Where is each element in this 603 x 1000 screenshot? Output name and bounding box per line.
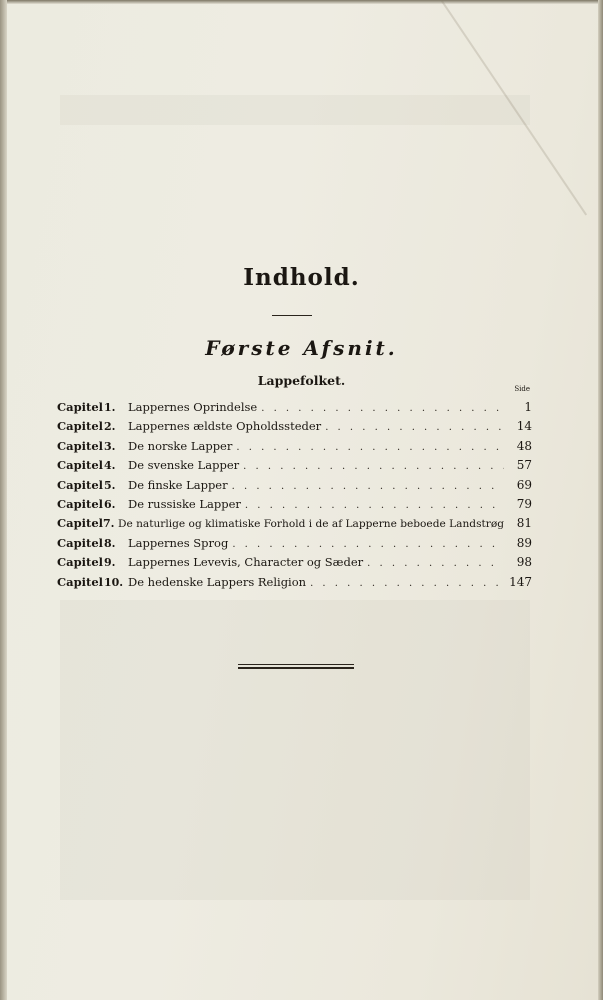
dot-leader (232, 481, 504, 492)
title-rule (272, 315, 312, 316)
chapter-label: Capitel (57, 438, 104, 453)
chapter-label: Capitel (57, 496, 104, 511)
chapter-title: De hedenske Lappers Religion (128, 574, 307, 589)
page-number: 98 (516, 555, 532, 570)
page-number: 79 (516, 496, 532, 511)
page-number: 147 (509, 574, 532, 589)
chapter-label: Capitel (57, 535, 104, 550)
chapter-title: Lappernes Sprog (128, 535, 229, 550)
chapter-title: Lappernes Levevis, Character og Sæder (128, 555, 364, 570)
dot-leader (243, 461, 504, 472)
chapter-title: De finske Lapper (128, 477, 228, 492)
toc-entry (57, 400, 532, 419)
chapter-label: Capitel (57, 477, 104, 492)
page-number: 14 (516, 419, 532, 434)
toc-entry (57, 516, 532, 535)
page-top-edge (0, 0, 603, 4)
chapter-number: 10. (104, 575, 124, 589)
chapter-number: 9. (104, 556, 116, 570)
contents-title: Indhold. (243, 264, 360, 291)
page-left-edge (0, 0, 7, 1000)
chapter-number: 6. (104, 497, 116, 511)
section-heading: Første Afsnit. (205, 336, 398, 360)
chapter-label: Capitel (57, 400, 104, 414)
toc-entry (57, 536, 532, 555)
toc-entry (57, 419, 532, 438)
subsection-heading: Lappefolket. (257, 373, 346, 388)
show-through-text (60, 600, 530, 900)
page-column-label: Side (514, 385, 530, 393)
chapter-title: De norske Lapper (128, 438, 233, 453)
page-number: 1 (524, 400, 532, 414)
chapter-number: 4. (104, 459, 116, 473)
dot-leader (367, 558, 504, 569)
chapter-title: De naturlige og klimatiske Forhold i de af Lapperne beboede Landstrøg (117, 518, 504, 531)
toc-entry (57, 478, 532, 497)
chapter-number: 1. (104, 401, 116, 414)
chapter-label: Capitel (57, 555, 104, 570)
dot-leader (236, 442, 504, 453)
end-rule (238, 667, 354, 669)
page-number: 81 (516, 516, 532, 531)
chapter-number: 5. (104, 478, 116, 492)
chapter-label: Capitel (57, 419, 104, 434)
chapter-number: 8. (104, 536, 116, 550)
dot-leader (261, 403, 504, 414)
chapter-label: Capitel (57, 516, 104, 531)
toc-entry (57, 575, 532, 594)
toc-entry (57, 555, 532, 574)
chapter-title: De svenske Lapper (128, 458, 240, 473)
toc-entry (57, 497, 532, 516)
toc-entry (57, 458, 532, 477)
page-number: 69 (516, 477, 532, 492)
chapter-title: Lappernes Oprindelse (128, 400, 258, 414)
chapter-title: De russiske Lapper (128, 496, 241, 511)
table-of-contents (57, 400, 532, 594)
chapter-number: 7. (103, 517, 115, 531)
chapter-number: 2. (104, 420, 116, 434)
page-right-edge (598, 0, 603, 1000)
chapter-title: Lappernes ældste Opholdssteder (128, 419, 322, 434)
end-rule (238, 664, 354, 665)
chapter-number: 3. (104, 439, 116, 453)
chapter-label: Capitel (57, 458, 104, 473)
show-through-text (60, 95, 530, 125)
dot-leader (310, 578, 504, 589)
dot-leader (232, 539, 504, 550)
toc-entry (57, 439, 532, 458)
dot-leader (325, 422, 504, 433)
page-number: 57 (516, 458, 532, 473)
page-number: 48 (516, 438, 532, 453)
dot-leader (245, 500, 504, 511)
page-number: 89 (516, 535, 532, 550)
chapter-label: Capitel (57, 574, 104, 589)
